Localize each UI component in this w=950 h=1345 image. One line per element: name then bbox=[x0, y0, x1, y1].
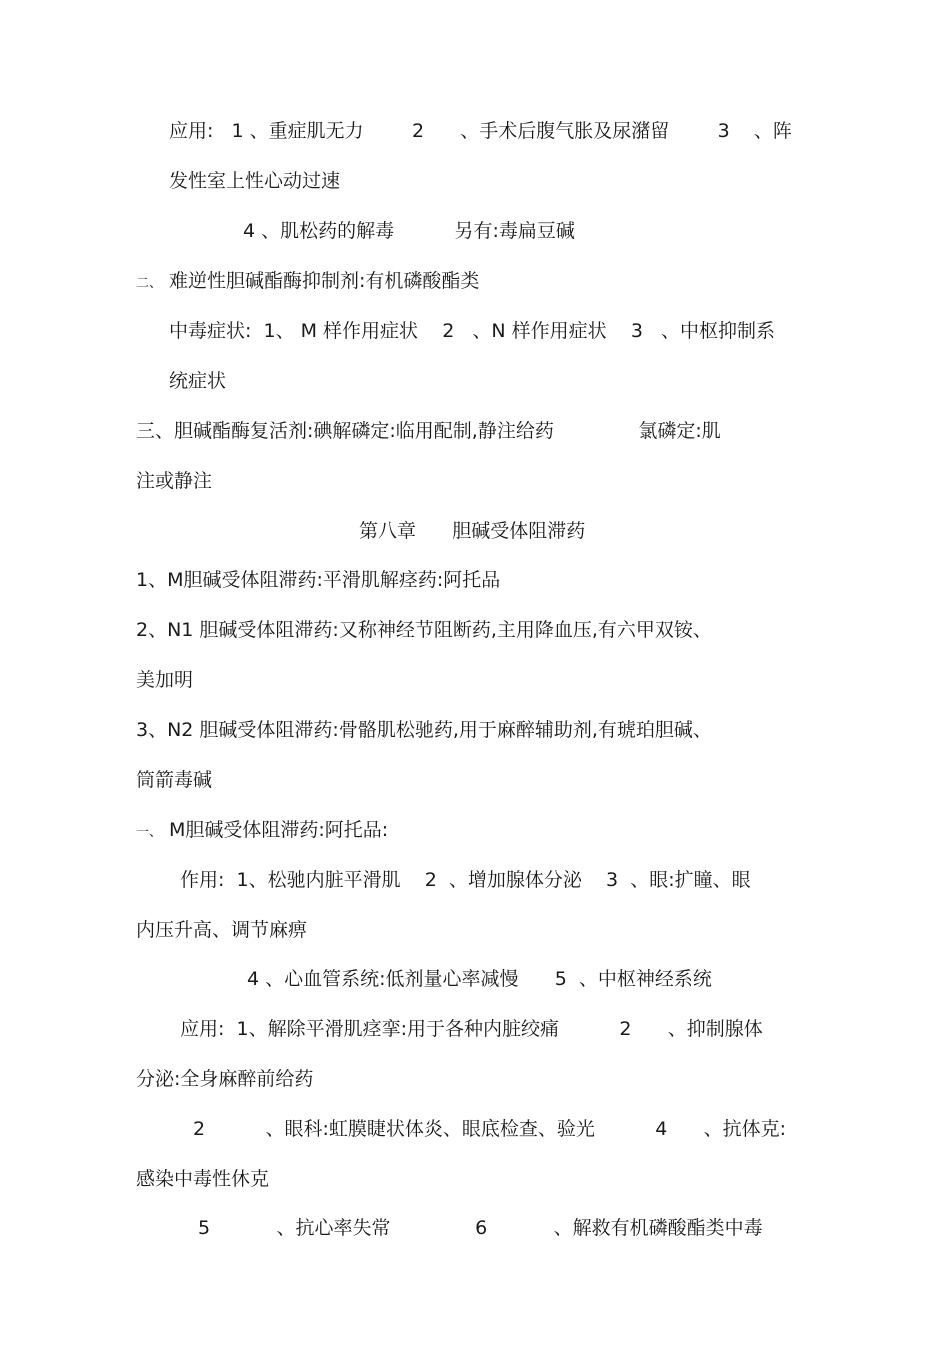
list-marker: 一、 bbox=[136, 825, 163, 840]
text-line: 5 、抗心率失常 6 、解救有机磷酸酯类中毒 bbox=[198, 1217, 763, 1239]
text-line: 作用: 1、松驰内脏平滑肌 2 、增加腺体分泌 3 、眼:扩瞳、眼 bbox=[180, 869, 751, 891]
text-line: 难逆性胆碱酯酶抑制剂:有机磷酸酯类 bbox=[169, 270, 480, 292]
text-line: 三、胆碱酯酶复活剂:碘解磷定:临用配制,静注给药 氯磷定:肌 bbox=[136, 420, 721, 442]
text-line: 3、N2 胆碱受体阻滞药:骨骼肌松驰药,用于麻醉辅助剂,有琥珀胆碱、 bbox=[136, 719, 712, 741]
text-line: 2、N1 胆碱受体阻滞药:又称神经节阻断药,主用降血压,有六甲双铵、 bbox=[136, 619, 712, 641]
list-marker: 二、 bbox=[136, 276, 163, 291]
text-line: 统症状 bbox=[169, 370, 227, 392]
text-line: 应用: 1、解除平滑肌痉挛:用于各种内脏绞痛 2 、抑制腺体 bbox=[180, 1018, 763, 1040]
text-line: 1、M胆碱受体阻滞药:平滑肌解痉药:阿托品 bbox=[136, 569, 501, 591]
text-line: 美加明 bbox=[136, 669, 194, 691]
text-line: 4 、肌松药的解毒 另有:毒扁豆碱 bbox=[243, 220, 575, 242]
text-line: 发性室上性心动过速 bbox=[169, 170, 341, 192]
text-line: 应用: 1 、重症肌无力 2 、手术后腹气胀及尿潴留 3 、阵 bbox=[169, 120, 792, 142]
text-line: 4 、心血管系统:低剂量心率减慢 5 、中枢神经系统 bbox=[247, 968, 712, 990]
text-line: 筒箭毒碱 bbox=[136, 769, 213, 791]
text-line: 内压升高、调节麻痹 bbox=[136, 919, 308, 941]
text-line: 感染中毒性休克 bbox=[136, 1168, 270, 1190]
text-line: M胆碱受体阻滞药:阿托品: bbox=[169, 819, 389, 841]
text-line: 中毒症状: 1、 M 样作用症状 2 、N 样作用症状 3 、中枢抑制系 bbox=[169, 320, 776, 342]
text-line: 分泌:全身麻醉前给药 bbox=[136, 1068, 314, 1090]
chapter-title: 第八章 胆碱受体阻滞药 bbox=[359, 520, 586, 542]
text-line: 2 、眼科:虹膜睫状体炎、眼底检查、验光 4 、抗体克: bbox=[193, 1118, 787, 1140]
text-line: 注或静注 bbox=[136, 470, 213, 492]
